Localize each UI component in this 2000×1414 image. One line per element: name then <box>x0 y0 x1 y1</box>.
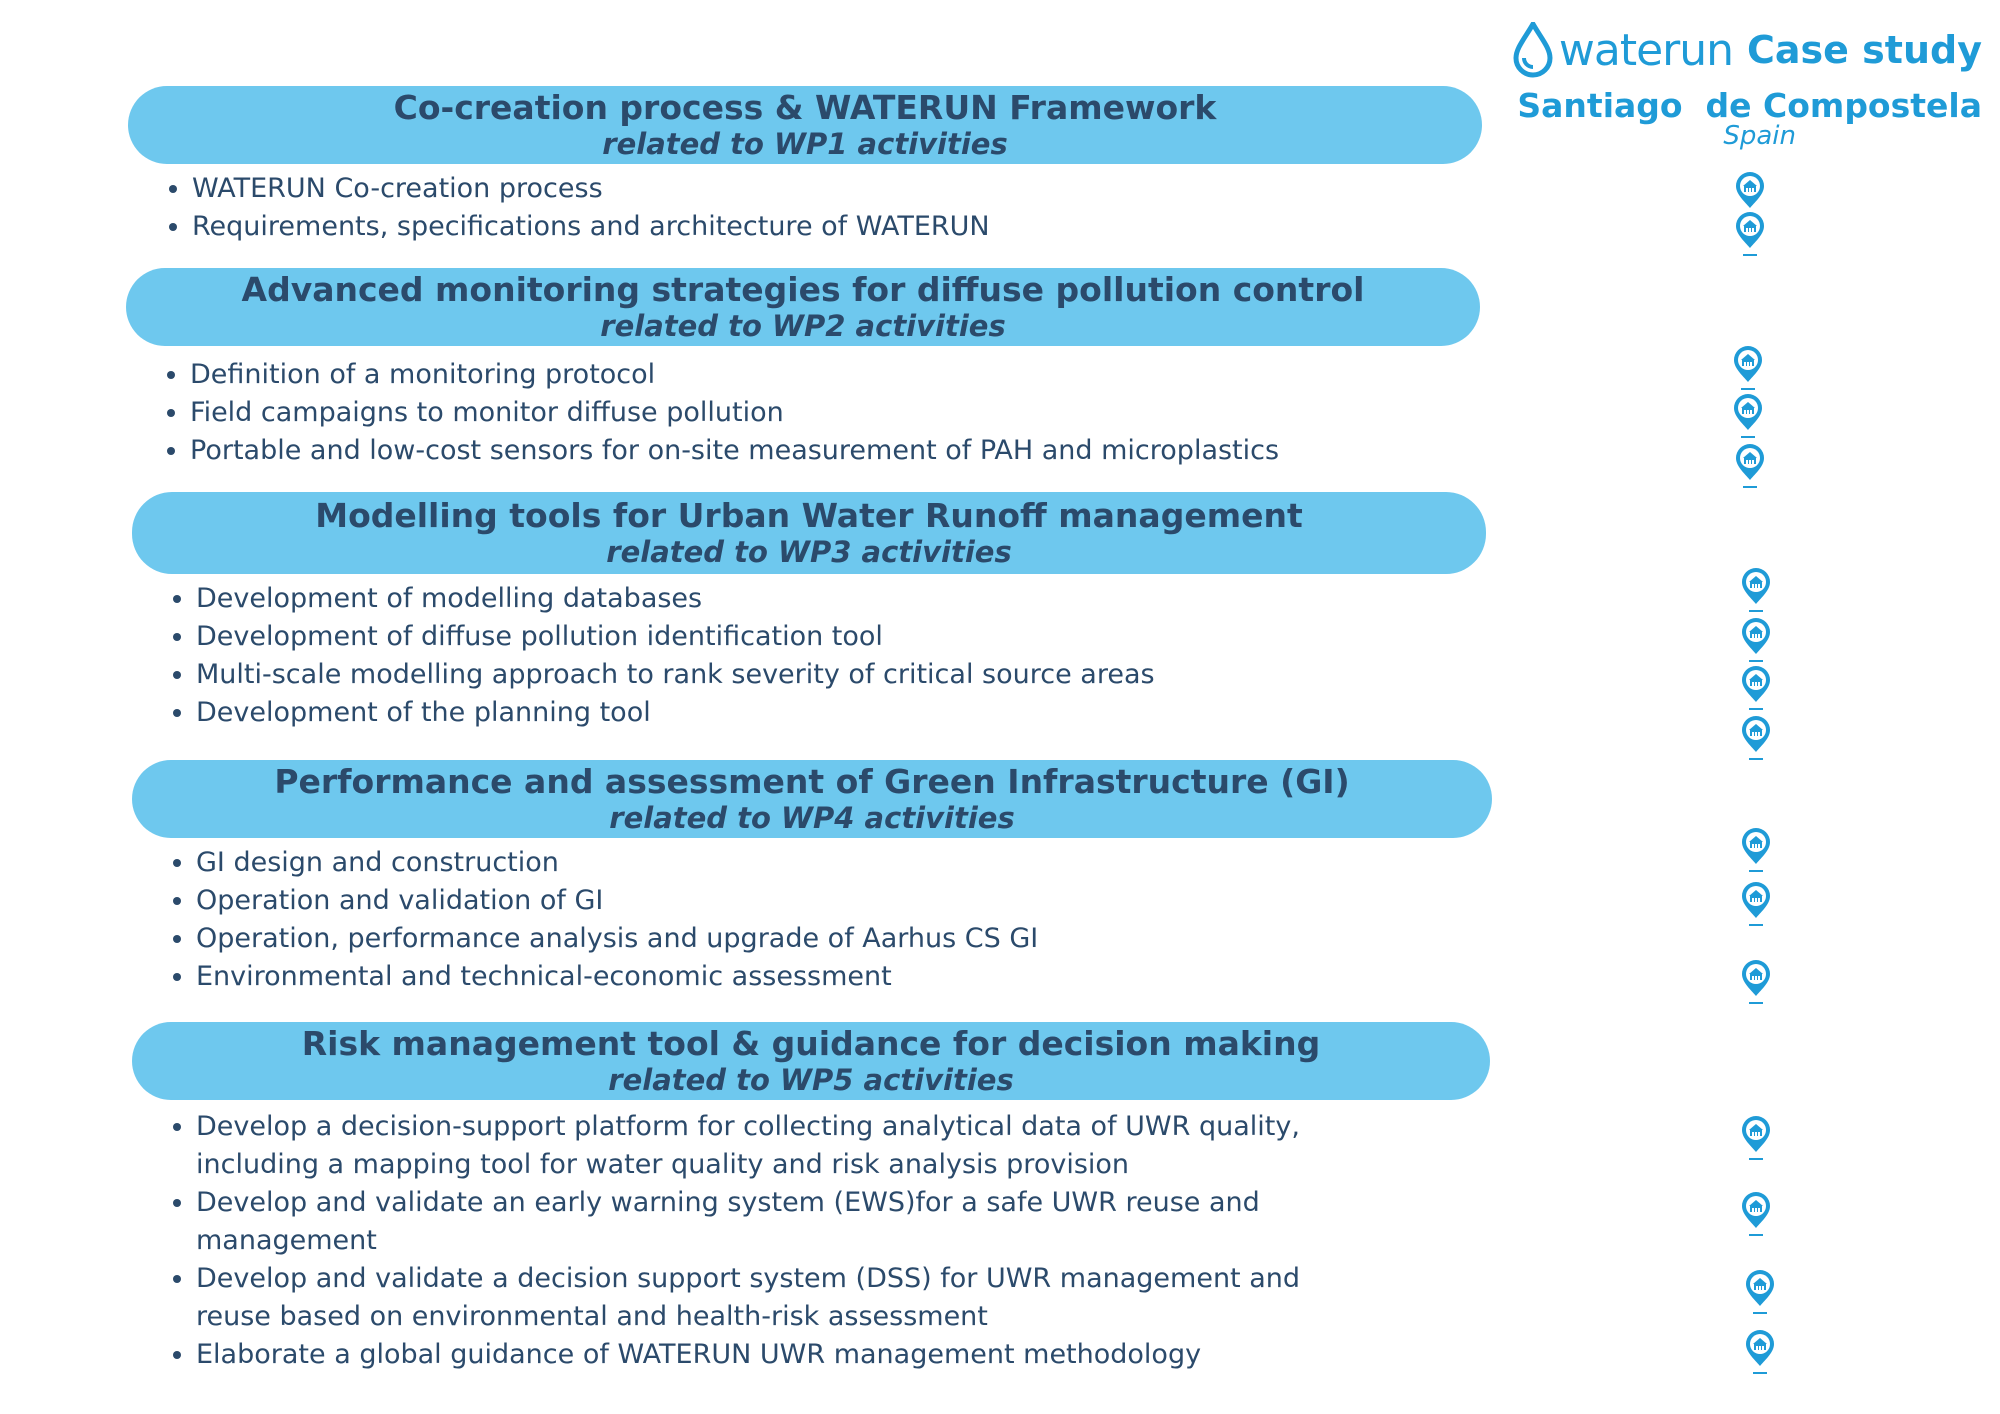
location-pin-icon <box>1740 714 1772 762</box>
section-subtitle: related to WP1 activities <box>602 127 1008 161</box>
case-study-label: Case study <box>1747 28 1982 72</box>
location-pin-icon <box>1734 210 1766 258</box>
location-pin-icon <box>1740 880 1772 928</box>
location-pin-icon <box>1740 1190 1772 1238</box>
location-pin-icon <box>1732 392 1764 440</box>
list-item: • Elaborate a global guidance of WATERUN UWR management methodology <box>196 1336 1370 1374</box>
location-pin-icon <box>1740 664 1772 712</box>
section-title: Advanced monitoring strategies for diffuse pollution control <box>241 270 1365 309</box>
list-item: • Operation, performance analysis and upgrade of Aarhus CS GI <box>196 920 1492 958</box>
list-item: • WATERUN Co-creation process <box>192 170 1482 208</box>
section-subtitle: related to WP3 activities <box>606 535 1012 569</box>
section-subtitle: related to WP4 activities <box>609 801 1015 835</box>
list-item: • Definition of a monitoring protocol <box>190 356 1480 394</box>
section-header <box>128 86 1482 164</box>
location-pin-icon <box>1740 1114 1772 1162</box>
location-pin-icon <box>1744 1328 1776 1376</box>
location-pin-icon <box>1740 616 1772 664</box>
water-drop-icon <box>1513 22 1553 78</box>
list-item: • Operation and validation of GI <box>196 882 1492 920</box>
list-item: • GI design and construction <box>196 844 1492 882</box>
section-title: Performance and assessment of Green Infrastructure (GI) <box>274 762 1350 801</box>
section-title: Risk management tool & guidance for decision making <box>301 1024 1321 1063</box>
list-item: • Environmental and technical-economic assessment <box>196 958 1492 996</box>
section-header <box>132 1022 1490 1100</box>
list-item: • Develop and validate a decision support system (DSS) for UWR management and reuse based on environmental and health-risk assessment <box>196 1260 1370 1336</box>
section-subtitle: related to WP2 activities <box>600 309 1006 343</box>
section-header <box>132 760 1492 838</box>
location-pin-icon <box>1732 344 1764 392</box>
list-item: • Multi-scale modelling approach to rank severity of critical source areas <box>196 656 1486 694</box>
location-pin-icon <box>1734 442 1766 490</box>
section-header <box>132 492 1486 574</box>
list-item: • Field campaigns to monitor diffuse pollution <box>190 394 1480 432</box>
activity-list <box>132 844 1492 996</box>
section-title: Co-creation process & WATERUN Framework <box>393 88 1217 127</box>
waterun-logo <box>1513 22 1733 78</box>
activity-list <box>126 356 1480 470</box>
location-pin-icon <box>1740 958 1772 1006</box>
case-study-header <box>1502 22 1982 151</box>
section-wp4 <box>132 760 1492 996</box>
city-name: Santiago de Compostela <box>1517 86 1982 125</box>
list-item: • Portable and low-cost sensors for on-site measurement of PAH and microplastics <box>190 432 1480 470</box>
location-pin-icon <box>1744 1268 1776 1316</box>
list-item: • Requirements, specifications and architecture of WATERUN <box>192 208 1482 246</box>
section-wp3 <box>132 492 1486 732</box>
location-pin-icon <box>1740 826 1772 874</box>
section-wp5 <box>132 1022 1490 1374</box>
section-subtitle: related to WP5 activities <box>608 1063 1014 1097</box>
logo-wordmark: waterun <box>1558 24 1734 76</box>
country-name: Spain <box>1723 121 1796 151</box>
activity-list <box>132 580 1486 732</box>
activity-list <box>132 1108 1490 1374</box>
list-item: • Development of diffuse pollution identification tool <box>196 618 1486 656</box>
location-pin-icon <box>1740 566 1772 614</box>
list-item: • Development of the planning tool <box>196 694 1486 732</box>
activity-list <box>128 170 1482 246</box>
list-item: • Develop and validate an early warning system (EWS)for a safe UWR reuse and management <box>196 1184 1370 1260</box>
section-title: Modelling tools for Urban Water Runoff management <box>315 496 1303 535</box>
section-wp1 <box>128 86 1482 246</box>
list-item: • Development of modelling databases <box>196 580 1486 618</box>
list-item: • Develop a decision-support platform for collecting analytical data of UWR quality, including a mapping tool for water quality and risk analysis provision <box>196 1108 1370 1184</box>
section-wp2 <box>126 268 1480 470</box>
section-header <box>126 268 1480 346</box>
